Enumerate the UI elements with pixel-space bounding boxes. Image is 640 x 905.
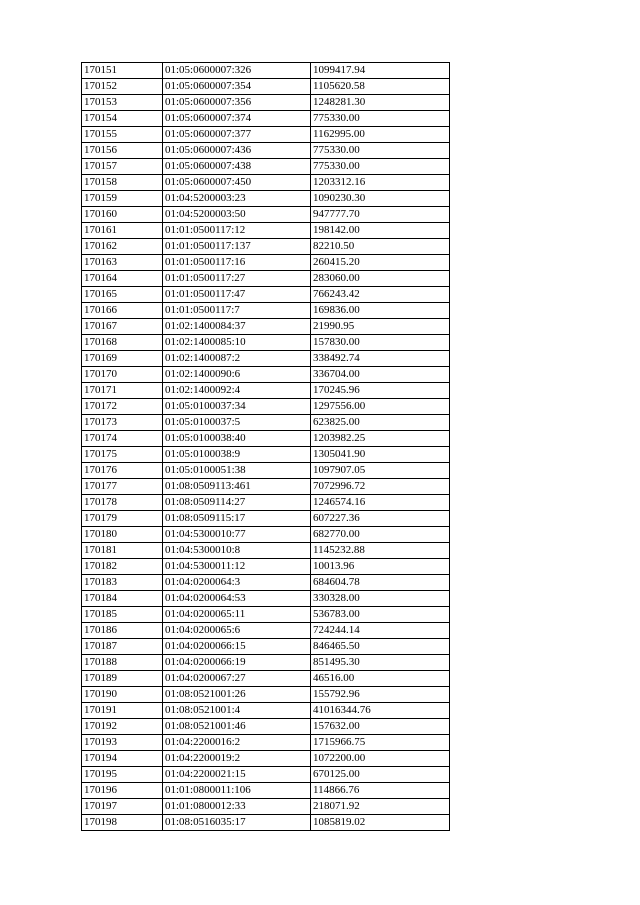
amount-cell: 1246574.16 <box>311 495 450 511</box>
amount-cell: 1162995.00 <box>311 127 450 143</box>
row-id-cell: 170159 <box>82 191 163 207</box>
cadastral-number-cell: 01:08:0521001:26 <box>163 687 311 703</box>
table-row <box>82 655 450 671</box>
cadastral-number-cell: 01:05:0600007:377 <box>163 127 311 143</box>
row-id-cell: 170174 <box>82 431 163 447</box>
cadastral-number-cell: 01:02:1400092:4 <box>163 383 311 399</box>
cadastral-number-cell: 01:04:5200003:50 <box>163 207 311 223</box>
table-row <box>82 447 450 463</box>
amount-cell: 330328.00 <box>311 591 450 607</box>
row-id-cell: 170184 <box>82 591 163 607</box>
row-id-cell: 170165 <box>82 287 163 303</box>
table-row <box>82 607 450 623</box>
table-row <box>82 111 450 127</box>
table-row <box>82 175 450 191</box>
amount-cell: 775330.00 <box>311 143 450 159</box>
row-id-cell: 170180 <box>82 527 163 543</box>
row-id-cell: 170182 <box>82 559 163 575</box>
amount-cell: 947777.70 <box>311 207 450 223</box>
table-row <box>82 223 450 239</box>
amount-cell: 157830.00 <box>311 335 450 351</box>
cadastral-number-cell: 01:04:0200064:3 <box>163 575 311 591</box>
row-id-cell: 170173 <box>82 415 163 431</box>
amount-cell: 336704.00 <box>311 367 450 383</box>
amount-cell: 1090230.30 <box>311 191 450 207</box>
amount-cell: 536783.00 <box>311 607 450 623</box>
amount-cell: 21990.95 <box>311 319 450 335</box>
cadastral-number-cell: 01:08:0521001:46 <box>163 719 311 735</box>
amount-cell: 1097907.05 <box>311 463 450 479</box>
row-id-cell: 170195 <box>82 767 163 783</box>
amount-cell: 1105620.58 <box>311 79 450 95</box>
table-row <box>82 431 450 447</box>
amount-cell: 1085819.02 <box>311 815 450 831</box>
amount-cell: 623825.00 <box>311 415 450 431</box>
table-row <box>82 63 450 79</box>
amount-cell: 218071.92 <box>311 799 450 815</box>
table-row <box>82 239 450 255</box>
table-row <box>82 159 450 175</box>
row-id-cell: 170188 <box>82 655 163 671</box>
amount-cell: 851495.30 <box>311 655 450 671</box>
row-id-cell: 170168 <box>82 335 163 351</box>
row-id-cell: 170194 <box>82 751 163 767</box>
table-row <box>82 479 450 495</box>
amount-cell: 724244.14 <box>311 623 450 639</box>
table-row <box>82 543 450 559</box>
data-table <box>81 62 450 831</box>
table-row <box>82 735 450 751</box>
table-row <box>82 639 450 655</box>
table-row <box>82 799 450 815</box>
table-row <box>82 575 450 591</box>
amount-cell: 260415.20 <box>311 255 450 271</box>
cadastral-number-cell: 01:01:0800011:106 <box>163 783 311 799</box>
amount-cell: 775330.00 <box>311 159 450 175</box>
row-id-cell: 170161 <box>82 223 163 239</box>
row-id-cell: 170193 <box>82 735 163 751</box>
cadastral-number-cell: 01:04:0200066:15 <box>163 639 311 655</box>
cadastral-number-cell: 01:02:1400090:6 <box>163 367 311 383</box>
row-id-cell: 170158 <box>82 175 163 191</box>
amount-cell: 1072200.00 <box>311 751 450 767</box>
table-row <box>82 591 450 607</box>
table-row <box>82 383 450 399</box>
row-id-cell: 170164 <box>82 271 163 287</box>
cadastral-number-cell: 01:05:0600007:374 <box>163 111 311 127</box>
amount-cell: 1305041.90 <box>311 447 450 463</box>
table-row <box>82 751 450 767</box>
cadastral-number-cell: 01:04:0200064:53 <box>163 591 311 607</box>
amount-cell: 1203312.16 <box>311 175 450 191</box>
row-id-cell: 170162 <box>82 239 163 255</box>
cadastral-number-cell: 01:08:0509113:461 <box>163 479 311 495</box>
row-id-cell: 170163 <box>82 255 163 271</box>
row-id-cell: 170156 <box>82 143 163 159</box>
table-row <box>82 127 450 143</box>
amount-cell: 10013.96 <box>311 559 450 575</box>
cadastral-number-cell: 01:01:0500117:27 <box>163 271 311 287</box>
cadastral-number-cell: 01:05:0600007:436 <box>163 143 311 159</box>
row-id-cell: 170190 <box>82 687 163 703</box>
table-row <box>82 671 450 687</box>
table-row <box>82 783 450 799</box>
row-id-cell: 170167 <box>82 319 163 335</box>
row-id-cell: 170157 <box>82 159 163 175</box>
table-row <box>82 95 450 111</box>
cadastral-number-cell: 01:05:0600007:326 <box>163 63 311 79</box>
cadastral-number-cell: 01:08:0509115:17 <box>163 511 311 527</box>
table-row <box>82 335 450 351</box>
amount-cell: 155792.96 <box>311 687 450 703</box>
row-id-cell: 170177 <box>82 479 163 495</box>
table-row <box>82 351 450 367</box>
amount-cell: 684604.78 <box>311 575 450 591</box>
amount-cell: 169836.00 <box>311 303 450 319</box>
amount-cell: 170245.96 <box>311 383 450 399</box>
amount-cell: 114866.76 <box>311 783 450 799</box>
amount-cell: 82210.50 <box>311 239 450 255</box>
cadastral-number-cell: 01:05:0100051:38 <box>163 463 311 479</box>
row-id-cell: 170151 <box>82 63 163 79</box>
amount-cell: 41016344.76 <box>311 703 450 719</box>
cadastral-number-cell: 01:01:0500117:47 <box>163 287 311 303</box>
row-id-cell: 170166 <box>82 303 163 319</box>
cadastral-number-cell: 01:01:0500117:16 <box>163 255 311 271</box>
row-id-cell: 170175 <box>82 447 163 463</box>
row-id-cell: 170170 <box>82 367 163 383</box>
table-row <box>82 271 450 287</box>
table-row <box>82 319 450 335</box>
row-id-cell: 170179 <box>82 511 163 527</box>
amount-cell: 846465.50 <box>311 639 450 655</box>
table-row <box>82 527 450 543</box>
table-row <box>82 207 450 223</box>
cadastral-number-cell: 01:05:0600007:438 <box>163 159 311 175</box>
table-row <box>82 767 450 783</box>
row-id-cell: 170169 <box>82 351 163 367</box>
amount-cell: 198142.00 <box>311 223 450 239</box>
cadastral-number-cell: 01:04:0200065:11 <box>163 607 311 623</box>
cadastral-number-cell: 01:08:0509114:27 <box>163 495 311 511</box>
cadastral-number-cell: 01:08:0521001:4 <box>163 703 311 719</box>
row-id-cell: 170152 <box>82 79 163 95</box>
table-row <box>82 367 450 383</box>
cadastral-number-cell: 01:05:0100037:34 <box>163 399 311 415</box>
amount-cell: 1297556.00 <box>311 399 450 415</box>
cadastral-number-cell: 01:01:0500117:7 <box>163 303 311 319</box>
table-row <box>82 719 450 735</box>
table-row <box>82 559 450 575</box>
table-row <box>82 255 450 271</box>
row-id-cell: 170198 <box>82 815 163 831</box>
table-row <box>82 399 450 415</box>
row-id-cell: 170186 <box>82 623 163 639</box>
cadastral-number-cell: 01:01:0800012:33 <box>163 799 311 815</box>
cadastral-number-cell: 01:05:0600007:356 <box>163 95 311 111</box>
amount-cell: 766243.42 <box>311 287 450 303</box>
cadastral-number-cell: 01:05:0600007:354 <box>163 79 311 95</box>
cadastral-number-cell: 01:05:0600007:450 <box>163 175 311 191</box>
table-row <box>82 463 450 479</box>
table-row <box>82 687 450 703</box>
row-id-cell: 170172 <box>82 399 163 415</box>
cadastral-number-cell: 01:04:5300010:77 <box>163 527 311 543</box>
table-body <box>82 63 450 831</box>
amount-cell: 1145232.88 <box>311 543 450 559</box>
cadastral-number-cell: 01:05:0100037:5 <box>163 415 311 431</box>
cadastral-number-cell: 01:04:0200065:6 <box>163 623 311 639</box>
cadastral-number-cell: 01:04:0200067:27 <box>163 671 311 687</box>
table-row <box>82 495 450 511</box>
row-id-cell: 170171 <box>82 383 163 399</box>
amount-cell: 1203982.25 <box>311 431 450 447</box>
amount-cell: 607227.36 <box>311 511 450 527</box>
cadastral-number-cell: 01:02:1400084:37 <box>163 319 311 335</box>
row-id-cell: 170153 <box>82 95 163 111</box>
cadastral-number-cell: 01:04:5200003:23 <box>163 191 311 207</box>
row-id-cell: 170178 <box>82 495 163 511</box>
cadastral-number-cell: 01:04:5300011:12 <box>163 559 311 575</box>
row-id-cell: 170185 <box>82 607 163 623</box>
table-row <box>82 623 450 639</box>
row-id-cell: 170160 <box>82 207 163 223</box>
amount-cell: 682770.00 <box>311 527 450 543</box>
amount-cell: 46516.00 <box>311 671 450 687</box>
table-row <box>82 287 450 303</box>
table-row <box>82 79 450 95</box>
row-id-cell: 170181 <box>82 543 163 559</box>
amount-cell: 338492.74 <box>311 351 450 367</box>
amount-cell: 670125.00 <box>311 767 450 783</box>
cadastral-number-cell: 01:08:0516035:17 <box>163 815 311 831</box>
amount-cell: 775330.00 <box>311 111 450 127</box>
amount-cell: 1715966.75 <box>311 735 450 751</box>
cadastral-number-cell: 01:04:2200021:15 <box>163 767 311 783</box>
row-id-cell: 170176 <box>82 463 163 479</box>
amount-cell: 1099417.94 <box>311 63 450 79</box>
cadastral-number-cell: 01:01:0500117:137 <box>163 239 311 255</box>
cadastral-number-cell: 01:02:1400087:2 <box>163 351 311 367</box>
row-id-cell: 170191 <box>82 703 163 719</box>
row-id-cell: 170196 <box>82 783 163 799</box>
row-id-cell: 170192 <box>82 719 163 735</box>
table-row <box>82 191 450 207</box>
amount-cell: 283060.00 <box>311 271 450 287</box>
row-id-cell: 170187 <box>82 639 163 655</box>
row-id-cell: 170189 <box>82 671 163 687</box>
row-id-cell: 170183 <box>82 575 163 591</box>
cadastral-number-cell: 01:04:0200066:19 <box>163 655 311 671</box>
table-row <box>82 703 450 719</box>
cadastral-number-cell: 01:02:1400085:10 <box>163 335 311 351</box>
cadastral-number-cell: 01:04:5300010:8 <box>163 543 311 559</box>
row-id-cell: 170155 <box>82 127 163 143</box>
amount-cell: 157632.00 <box>311 719 450 735</box>
cadastral-number-cell: 01:05:0100038:40 <box>163 431 311 447</box>
amount-cell: 1248281.30 <box>311 95 450 111</box>
row-id-cell: 170197 <box>82 799 163 815</box>
cadastral-number-cell: 01:04:2200019:2 <box>163 751 311 767</box>
cadastral-number-cell: 01:01:0500117:12 <box>163 223 311 239</box>
table-row <box>82 303 450 319</box>
amount-cell: 7072996.72 <box>311 479 450 495</box>
table-row <box>82 815 450 831</box>
table-row <box>82 511 450 527</box>
table-row <box>82 143 450 159</box>
cadastral-number-cell: 01:04:2200016:2 <box>163 735 311 751</box>
row-id-cell: 170154 <box>82 111 163 127</box>
cadastral-number-cell: 01:05:0100038:9 <box>163 447 311 463</box>
table-row <box>82 415 450 431</box>
